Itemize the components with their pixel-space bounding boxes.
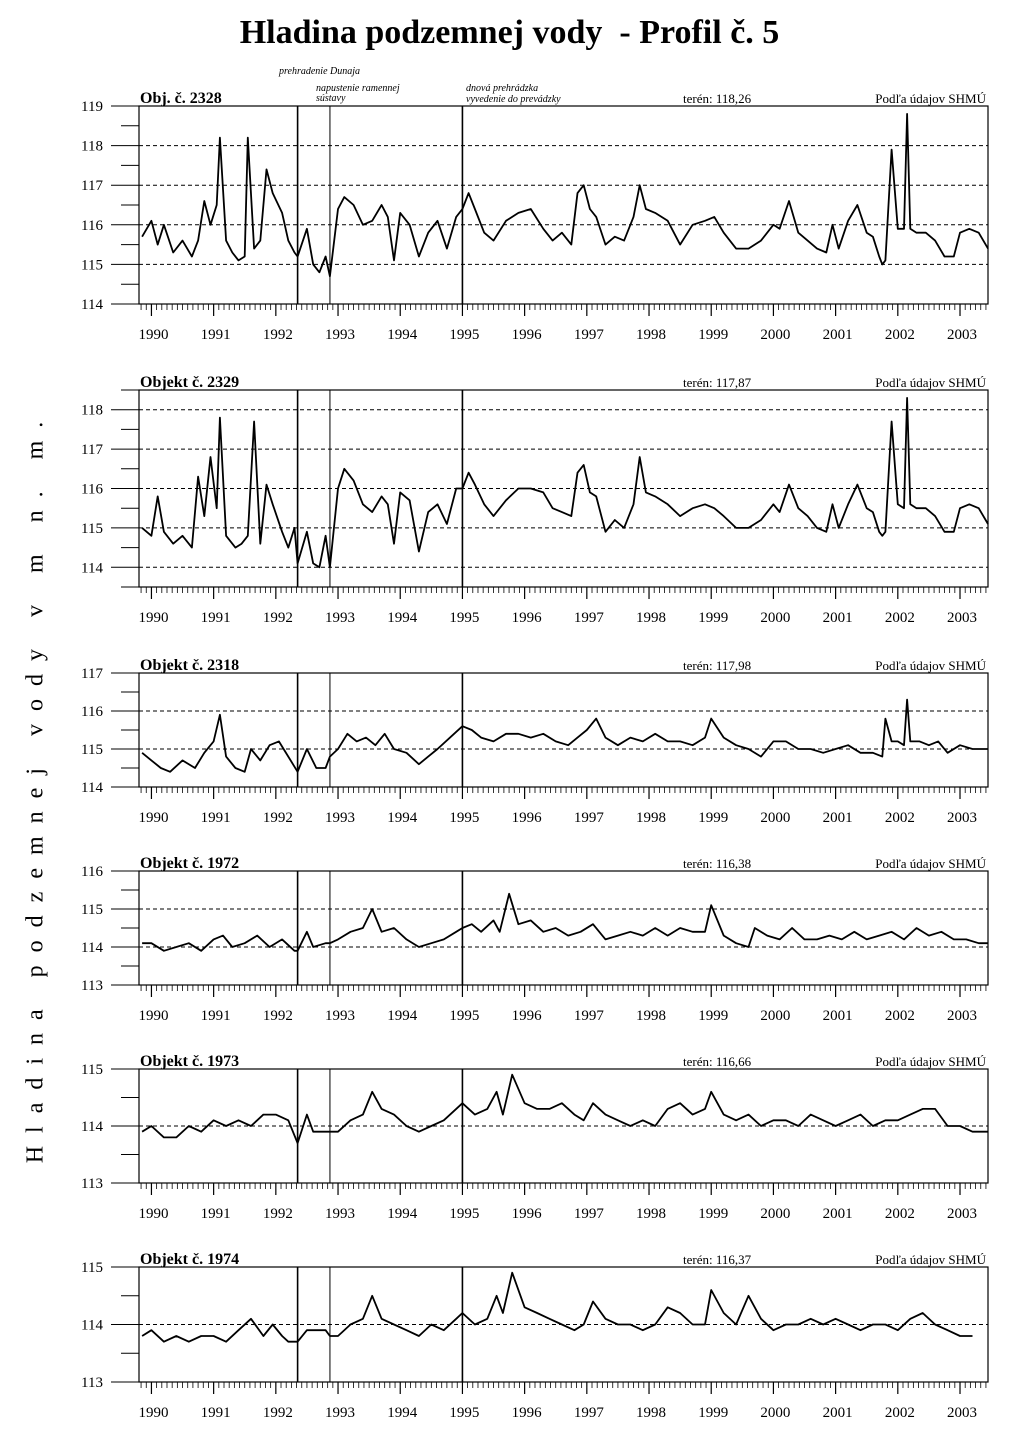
y-tick-label: 117 xyxy=(81,178,103,195)
source-label: Podľa údajov SHMÚ xyxy=(875,91,986,106)
x-tick-label: 1999 xyxy=(698,1008,729,1024)
chart-panel-6 xyxy=(81,1251,988,1421)
chart-panel-2 xyxy=(81,374,988,626)
x-tick-label: 1991 xyxy=(200,1008,231,1024)
x-tick-label: 1996 xyxy=(511,327,542,343)
terrain-label: terén: 117,98 xyxy=(683,658,752,673)
x-tick-label: 1995 xyxy=(449,610,480,626)
chart-panel-3 xyxy=(81,657,988,826)
x-tick-label: 1991 xyxy=(200,1206,231,1222)
y-tick-label: 114 xyxy=(81,780,103,796)
x-tick-label: 2003 xyxy=(947,610,978,626)
x-tick-label: 2000 xyxy=(760,810,791,826)
source-label: Podľa údajov SHMÚ xyxy=(875,1054,986,1069)
x-tick-label: 1999 xyxy=(698,1405,729,1421)
x-tick-label: 1995 xyxy=(449,810,480,826)
y-tick-label: 114 xyxy=(81,940,103,956)
x-tick-label: 2002 xyxy=(884,610,915,626)
x-tick-label: 1992 xyxy=(262,327,293,343)
x-tick-label: 2002 xyxy=(884,810,915,826)
x-tick-label: 2000 xyxy=(760,1008,791,1024)
y-tick-label: 116 xyxy=(81,217,103,234)
x-tick-label: 1997 xyxy=(573,327,604,343)
panel-title: Objekt č. 1974 xyxy=(140,1251,240,1268)
x-tick-label: 1996 xyxy=(511,1405,542,1421)
x-tick-label: 1999 xyxy=(698,610,729,626)
x-tick-label: 1994 xyxy=(387,327,418,343)
x-tick-label: 1992 xyxy=(262,1405,293,1421)
series-line xyxy=(142,700,988,772)
series-line xyxy=(142,398,988,567)
x-tick-label: 1990 xyxy=(138,1405,169,1421)
x-tick-label: 1991 xyxy=(200,327,231,343)
y-tick-label: 114 xyxy=(81,297,103,313)
x-tick-label: 1995 xyxy=(449,1405,480,1421)
event-label-weir-line2: vyvedenie do prevádzky xyxy=(466,94,561,105)
chart-panel-4 xyxy=(81,855,988,1024)
x-tick-label: 1993 xyxy=(325,1206,356,1222)
panel-title: Objekt č. 1973 xyxy=(140,1053,240,1070)
x-tick-label: 2000 xyxy=(760,610,791,626)
y-tick-label: 116 xyxy=(81,481,103,498)
x-tick-label: 1994 xyxy=(387,1206,418,1222)
x-tick-label: 1998 xyxy=(636,1405,667,1421)
x-tick-label: 1990 xyxy=(138,810,169,826)
y-tick-label: 114 xyxy=(81,1317,103,1334)
y-tick-label: 115 xyxy=(81,902,103,918)
y-tick-label: 114 xyxy=(81,1119,103,1135)
terrain-label: terén: 118,26 xyxy=(683,91,752,106)
x-tick-label: 1996 xyxy=(511,610,542,626)
x-tick-label: 1993 xyxy=(325,810,356,826)
x-tick-label: 1998 xyxy=(636,327,667,343)
x-tick-label: 1993 xyxy=(325,1405,356,1421)
x-tick-label: 2000 xyxy=(760,1405,791,1421)
x-tick-label: 1998 xyxy=(636,1008,667,1024)
x-tick-label: 1992 xyxy=(262,1008,293,1024)
x-tick-label: 1991 xyxy=(200,610,231,626)
x-tick-label: 1991 xyxy=(200,810,231,826)
x-tick-label: 2003 xyxy=(947,1405,978,1421)
x-tick-label: 1998 xyxy=(636,810,667,826)
event-label-damming-line1: prehradenie Dunaja xyxy=(279,66,361,77)
series-line xyxy=(142,114,988,276)
x-tick-label: 2001 xyxy=(822,810,853,826)
y-tick-label: 115 xyxy=(81,1062,103,1078)
page-title: Hladina podzemnej vody - Profil č. 5 xyxy=(239,14,780,51)
x-tick-label: 2003 xyxy=(947,810,978,826)
x-tick-label: 2003 xyxy=(947,327,978,343)
x-tick-label: 1990 xyxy=(138,1206,169,1222)
x-tick-label: 1995 xyxy=(449,1008,480,1024)
plot-frame xyxy=(139,673,988,787)
event-label-branch-filling-line2: sústavy xyxy=(316,93,346,104)
x-tick-label: 2001 xyxy=(822,1008,853,1024)
y-tick-label: 118 xyxy=(81,138,103,155)
x-tick-label: 2002 xyxy=(884,1008,915,1024)
chart-panel-1 xyxy=(81,90,988,343)
plot-frame xyxy=(139,106,988,304)
plot-frame xyxy=(139,871,988,985)
y-tick-label: 118 xyxy=(81,402,103,419)
y-axis-label: Hladina podzemnej vody v m n. m. xyxy=(22,408,49,1164)
terrain-label: terén: 116,37 xyxy=(683,1252,752,1267)
x-tick-label: 1997 xyxy=(573,1008,604,1024)
x-tick-label: 1998 xyxy=(636,1206,667,1222)
y-tick-label: 115 xyxy=(81,1260,103,1276)
x-tick-label: 1990 xyxy=(138,1008,169,1024)
x-tick-label: 1999 xyxy=(698,327,729,343)
x-tick-label: 1990 xyxy=(138,610,169,626)
x-tick-label: 1995 xyxy=(449,1206,480,1222)
y-tick-label: 115 xyxy=(81,257,103,274)
x-tick-label: 1990 xyxy=(138,327,169,343)
x-tick-label: 1997 xyxy=(573,1206,604,1222)
series-line xyxy=(142,1273,972,1342)
x-tick-label: 2001 xyxy=(822,1206,853,1222)
x-tick-label: 1995 xyxy=(449,327,480,343)
x-tick-label: 2000 xyxy=(760,327,791,343)
source-label: Podľa údajov SHMÚ xyxy=(875,856,986,871)
y-tick-label: 117 xyxy=(81,442,103,459)
x-tick-label: 1991 xyxy=(200,1405,231,1421)
series-line xyxy=(142,894,988,951)
terrain-label: terén: 116,66 xyxy=(683,1054,752,1069)
terrain-label: terén: 116,38 xyxy=(683,856,752,871)
y-tick-label: 113 xyxy=(81,1176,103,1192)
event-label-branch-filling-line1: napustenie ramennej xyxy=(316,83,400,94)
source-label: Podľa údajov SHMÚ xyxy=(875,375,986,390)
x-tick-label: 1994 xyxy=(387,1405,418,1421)
panel-title: Obj. č. 2328 xyxy=(140,90,222,107)
x-tick-label: 1996 xyxy=(511,810,542,826)
y-tick-label: 116 xyxy=(81,704,103,720)
x-tick-label: 1993 xyxy=(325,610,356,626)
y-tick-label: 117 xyxy=(81,666,103,682)
event-label-weir-line1: dnová prehrádzka xyxy=(466,83,539,94)
x-tick-label: 1997 xyxy=(573,1405,604,1421)
x-tick-label: 1999 xyxy=(698,1206,729,1222)
panel-title: Objekt č. 2318 xyxy=(140,657,240,674)
x-tick-label: 1996 xyxy=(511,1008,542,1024)
x-tick-label: 2003 xyxy=(947,1008,978,1024)
terrain-label: terén: 117,87 xyxy=(683,375,752,390)
y-tick-label: 119 xyxy=(81,99,103,115)
x-tick-label: 2002 xyxy=(884,327,915,343)
x-tick-label: 1993 xyxy=(325,1008,356,1024)
source-label: Podľa údajov SHMÚ xyxy=(875,1252,986,1267)
x-tick-label: 2002 xyxy=(884,1405,915,1421)
x-tick-label: 1993 xyxy=(325,327,356,343)
y-tick-label: 113 xyxy=(81,1375,103,1391)
x-tick-label: 2002 xyxy=(884,1206,915,1222)
x-tick-label: 1996 xyxy=(511,1206,542,1222)
x-tick-label: 1994 xyxy=(387,810,418,826)
x-tick-label: 1992 xyxy=(262,810,293,826)
x-tick-label: 1998 xyxy=(636,610,667,626)
x-tick-label: 1992 xyxy=(262,1206,293,1222)
y-tick-label: 115 xyxy=(81,520,103,537)
x-tick-label: 1997 xyxy=(573,610,604,626)
y-tick-label: 113 xyxy=(81,978,103,994)
x-tick-label: 2001 xyxy=(822,327,853,343)
x-tick-label: 2001 xyxy=(822,1405,853,1421)
panel-title: Objekt č. 1972 xyxy=(140,855,240,872)
panel-title: Objekt č. 2329 xyxy=(140,374,240,391)
x-tick-label: 2000 xyxy=(760,1206,791,1222)
x-tick-label: 1999 xyxy=(698,810,729,826)
x-tick-label: 2003 xyxy=(947,1206,978,1222)
y-tick-label: 114 xyxy=(81,560,103,577)
x-tick-label: 1997 xyxy=(573,810,604,826)
x-tick-label: 1994 xyxy=(387,610,418,626)
chart-panel-5 xyxy=(81,1053,988,1222)
source-label: Podľa údajov SHMÚ xyxy=(875,658,986,673)
x-tick-label: 2001 xyxy=(822,610,853,626)
series-line xyxy=(142,1075,988,1143)
x-tick-label: 1994 xyxy=(387,1008,418,1024)
y-tick-label: 115 xyxy=(81,742,103,758)
event-annotations xyxy=(278,66,561,105)
x-tick-label: 1992 xyxy=(262,610,293,626)
y-tick-label: 116 xyxy=(81,864,103,880)
